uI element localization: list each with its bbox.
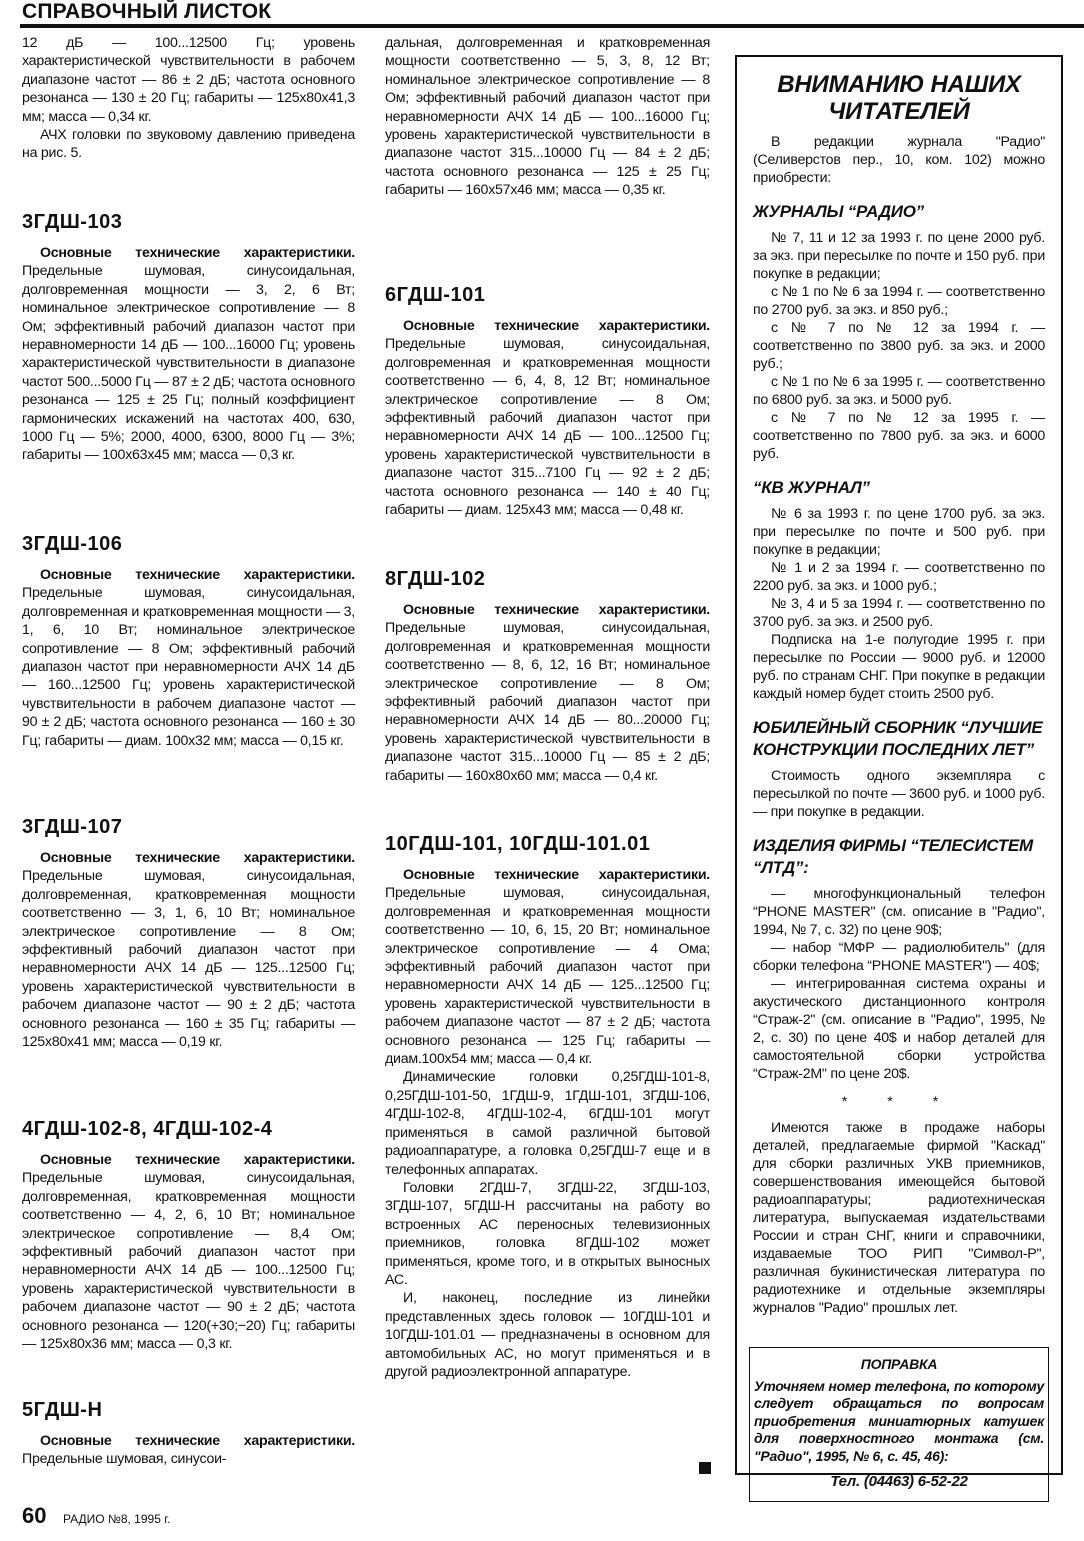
list-item: № 7, 11 и 12 за 1993 г. по цене 2000 руб. за экз. при пересылке по почте и 150 руб. при покупке в редакции;: [753, 230, 1045, 282]
paragraph: Динамические головки 0,25ГДШ-101-8, 0,25ГДШ-101-50, 1ГДШ-9, 1ГДШ-101, 3ГДШ-106, 4ГДШ-102-8, 4ГДШ-102-4, 6ГДШ-101 могут применяться в самой различной бытовой радиоаппаратуре, а головка 0,25ГДШ-7 еще и в телефонных аппаратах.: [385, 1069, 710, 1178]
paragraph: Предельные шумовая, синусоидальная, долговременная и кратковременная мощности соответственно — 6, 4, 8, 12 Вт; номинальное электрическое сопротивление — 8 Ом; эффективный рабочий диапазон частот при неравномерности АЧХ 14 дБ — 100...12500 Гц; уровень характеристической чувствительности в диапазоне частот 315...7100 Гц — 92 ± 2 дБ; частота основного резонанса — 140 ± 40 Гц; габариты — диам. 125x43 мм; масса — 0,48 кг.: [385, 336, 710, 519]
lead: Основные технические характеристики.: [40, 567, 355, 583]
section-title: 8ГДШ-102: [385, 568, 486, 590]
spec-10gdsh-101: [385, 832, 710, 1381]
section-title: 4ГДШ-102-8, 4ГДШ-102-4: [22, 1118, 273, 1140]
list-item: № 1 и 2 за 1994 г. — соответственно по 2200 руб. за экз. и 1000 руб.;: [753, 560, 1045, 594]
paragraph: Предельные шумовая, синусоидальная, долговременная, кратковременная мощности соответственно — 4, 2, 6, 10 Вт; номинальное электрическое сопротивление — 8,4 Ом; эффективный рабочий диапазон частот при неравномерности АЧХ 14 дБ — 100...12500 Гц; уровень характеристической чувствительности в рабочем диапазоне частот — 90 ± 2 дБ; частота основного резонанса — 120(+30;−20) Гц; габариты — 125x80x36 мм; масса — 0,3 кг.: [22, 1170, 355, 1353]
list-item: с № 1 по № 6 за 1994 г. — соответственно по 2700 руб. за экз. и 850 руб.;: [753, 284, 1045, 318]
section-title: 3ГДШ-106: [22, 533, 123, 555]
spec-3gdsh-106: [22, 532, 355, 750]
radio-title: ЖУРНАЛЫ “РАДИО”: [753, 202, 924, 221]
separator-stars: * * *: [841, 1094, 957, 1110]
spec-6gdsh-101: [385, 283, 710, 519]
page-number: 60: [22, 1503, 47, 1528]
list-item: с № 1 по № 6 за 1995 г. — соответственно по 6800 руб. за экз. и 5000 руб.: [753, 374, 1045, 408]
paragraph: Предельные шумовая, синусоидальная, долговременная и кратковременная мощности соответственно — 8, 6, 12, 16 Вт; номинальное электрическое сопротивление — 8 Ом; эффективный рабочий диапазон частот при неравномерности АЧХ 14 дБ — 80...20000 Гц; уровень характеристической чувствительности в диапазоне частот 315...10000 Гц — 85 ± 2 дБ; габариты — 160x80x60 мм; масса — 0,4 кг.: [385, 620, 710, 784]
col2-intro: [385, 34, 710, 200]
lead: Основные технические характеристики.: [403, 318, 710, 334]
section-title: 6ГДШ-101: [385, 284, 486, 306]
paragraph: Предельные шумовая, синусоидальная, долговременная мощности — 3, 2, 6 Вт; номинальное электрическое сопротивление — 8 Ом; эффективный рабочий диапазон частот при неравномерности 14 дБ — 100...16000 Гц; уровень характеристической чувствительности в диапазоне частот 500...5000 Гц — 87 ± 2 дБ; частота основного резонанса — 125 ± 25 Гц; полный коэффициент гармонических искажений на частотах 400, 630, 1000 Гц — 5%; 2000, 4000, 6300, 8000 Гц — 3%; габариты — 100x63x45 мм; масса — 0,3 кг.: [22, 263, 355, 464]
lead: Основные технические характеристики.: [40, 850, 355, 866]
book-text: Стоимость одного экземпляра с пересылкой по почте — 3600 руб. и 1000 руб. — при покупке в редакции.: [753, 768, 1045, 820]
section-title: 3ГДШ-107: [22, 816, 123, 838]
section-title: 10ГДШ-101, 10ГДШ-101.01: [385, 833, 651, 855]
notice-intro: В редакции журнала "Радио" (Селиверстов пер., 10, ком. 102) можно приобрести:: [753, 134, 1045, 186]
paragraph: Предельные шумовая, синусоидальная, долговременная и кратковременная мощности — 3, 1, 6, 10 Вт; номинальное электрическое сопротивление — 8 Ом; эффективный рабочий диапазон частот при неравномерности АЧХ 14 дБ — 160...12500 Гц; уровень характеристической чувствительности в рабочем диапазоне частот — 90 ± 2 дБ; частота основного резонанса — 160 ± 30 Гц; габариты — диам. 100x32 мм; масса — 0,15 кг.: [22, 585, 355, 749]
list-item: — многофункциональный телефон “PHONE MASTER" (см. описание в "Радио", 1994, № 7, с. 32) по цене 90$;: [753, 886, 1045, 938]
magazine-issue: РАДИО №8, 1995 г.: [62, 1512, 171, 1526]
paragraph: Предельные шумовая, синусои-: [22, 1451, 227, 1468]
spec-4gdsh-102: [22, 1117, 355, 1353]
firm-title: ИЗДЕЛИЯ ФИРМЫ “ТЕЛЕСИСТЕМ “ЛТД”:: [753, 836, 1033, 877]
spec-3gdsh-107: [22, 815, 355, 1051]
list-item: — интегрированная система охраны и акустического дистанционного контроля “Страж-2" (см. описание в "Радио", 1995, № 2, с. 30) по цене 40$ и набор деталей для самостоятельной сборки устройства “Страж-2М" по цене 20$.: [753, 976, 1045, 1082]
extra-text: Имеются также в продаже наборы деталей, предлагаемые фирмой "Каскад" для сборки различных УКВ приемников, совершенствования имеющейся бытовой радиоаппаратуры; радиотехническая литература, выпускаемая издательствами России и стран СНГ, книги и справочники, издаваемые ТОО РИП "Символ-Р", различная букинистическая литература по радиотехнике и отдельные экземпляры журналов "Радио" прошлых лет.: [753, 1120, 1045, 1316]
paragraph: Предельные шумовая, синусоидальная, долговременная и кратковременная мощности соответственно — 10, 6, 15, 20 Вт; номинальное электрическое сопротивление — 4 Ома; эффективный рабочий диапазон частот при неравномерности АЧХ 14 дБ — 125...12500 Гц; уровень характеристической чувствительности в рабочем диапазоне частот — 87 ± 2 дБ; частота основного резонанса — 125 Гц; габариты — диам.100x54 мм; масса — 0,4 кг.: [385, 885, 710, 1068]
readers-notice-box: [735, 55, 1063, 1490]
paragraph: Головки 2ГДШ-7, 3ГДШ-22, 3ГДШ-103, 3ГДШ-107, 5ГДШ-Н рассчитаны на работу во встроенных АС переносных телевизионных приемников, головка 8ГДШ-102 может применяться, кроме того, и в открытых выносных АС.: [385, 1179, 710, 1288]
list-item: № 3, 4 и 5 за 1994 г. — соответственно по 3700 руб. за экз. и 2500 руб.: [753, 596, 1045, 630]
page-footer: [22, 1503, 170, 1529]
correction-box: [749, 1347, 1049, 1502]
book-title: ЮБИЛЕЙНЫЙ СБОРНИК “ЛУЧШИЕ КОНСТРУКЦИИ ПОСЛЕДНИХ ЛЕТ”: [753, 718, 1043, 759]
list-item: — набор “МФР — радиолюбитель" (для сборки телефона “PHONE MASTER") — 40$;: [753, 940, 1045, 974]
lead: Основные технические характеристики.: [403, 602, 710, 618]
lead: Основные технические характеристики.: [40, 245, 355, 261]
lead: Основные технические характеристики.: [40, 1152, 355, 1168]
spec-8gdsh-102: [385, 567, 710, 785]
notice-title: ВНИМАНИЮ НАШИХ ЧИТАТЕЛЕЙ: [777, 71, 1021, 125]
correction-title: ПОПРАВКА: [860, 1356, 938, 1372]
col1-intro: [22, 34, 355, 163]
list-item: Подписка на 1-е полугодие 1995 г. при пересылке по России — 9000 руб. и 12000 руб. по странам СНГ. При покупке в редакции каждый номер будет стоить 2500 руб.: [753, 632, 1045, 702]
section-title: 3ГДШ-103: [22, 211, 123, 233]
list-item: № 6 за 1993 г. по цене 1700 руб. за экз. при пересылке по почте и 500 руб. при покупке в редакции;: [753, 506, 1045, 558]
paragraph: 12 дБ — 100...12500 Гц; уровень характеристической чувствительности в рабочем диапазоне частот — 86 ± 2 дБ; частота основного резонанса — 130 ± 20 Гц; габариты — 125x80x41,3 мм; масса — 0,34 кг.: [22, 35, 355, 125]
kv-title: “КВ ЖУРНАЛ”: [753, 478, 870, 497]
spec-3gdsh-103: [22, 210, 355, 465]
spec-5gdsh-n: [22, 1398, 355, 1469]
correction-text: Уточняем номер телефона, по которому следует обращаться по вопросам приобретения миниатюрных катушек для поверхностного монтажа (см. "Радио", 1995, № 6, с. 45, 46):: [754, 1377, 1044, 1464]
paragraph: дальная, долговременная и кратковременная мощности соответственно — 5, 3, 8, 12 Вт; номинальное электрическое сопротивление — 8 Ом; эффективный рабочий диапазон частот при неравномерности АЧХ 14 дБ — 100...16000 Гц; уровень характеристической чувствительности в диапазоне частот 315...10000 Гц — 84 ± 2 дБ; частота основного резонанса — 125 ± 25 Гц; габариты — 160x57x46 мм; масса — 0,35 кг.: [385, 35, 710, 199]
paragraph: Предельные шумовая, синусоидальная, долговременная, кратковременная мощности соответственно — 3, 1, 6, 10 Вт; номинальное электрическое сопротивление — 8 Ом; эффективный рабочий диапазон частот при неравномерности АЧХ 14 дБ — 125...12500 Гц; уровень характеристической чувствительности в рабочем диапазоне частот — 90 ± 2 дБ; частота основного резонанса — 160 ± 35 Гц; габариты — 125x80x41 мм; масса — 0,19 кг.: [22, 868, 355, 1051]
lead: Основные технические характеристики.: [40, 1433, 355, 1449]
correction-phone: Тел. (04463) 6-52-22: [830, 1473, 968, 1490]
end-of-article-mark: [699, 1462, 711, 1474]
list-item: с № 7 по № 12 за 1994 г. — соответственно по 3800 руб. за экз. и 2000 руб.;: [753, 320, 1045, 372]
lead: Основные технические характеристики.: [403, 867, 710, 883]
section-title: 5ГДШ-Н: [22, 1399, 103, 1421]
paragraph: АЧХ головки по звуковому давлению приведена на рис. 5.: [22, 127, 355, 162]
header-rule: [20, 24, 1084, 28]
list-item: с № 7 по № 12 за 1995 г. — соответственно по 7800 руб. за экз. и 6000 руб.: [753, 410, 1045, 462]
section-header-title: СПРАВОЧНЫЙ ЛИСТОК: [22, 0, 272, 23]
paragraph: И, наконец, последние из линейки представленных здесь головок — 10ГДШ-101 и 10ГДШ-101.01 — предназначены в основном для автомобильных АС, но могут применяться и в другой радиоэлектронной аппаратуре.: [385, 1290, 710, 1380]
